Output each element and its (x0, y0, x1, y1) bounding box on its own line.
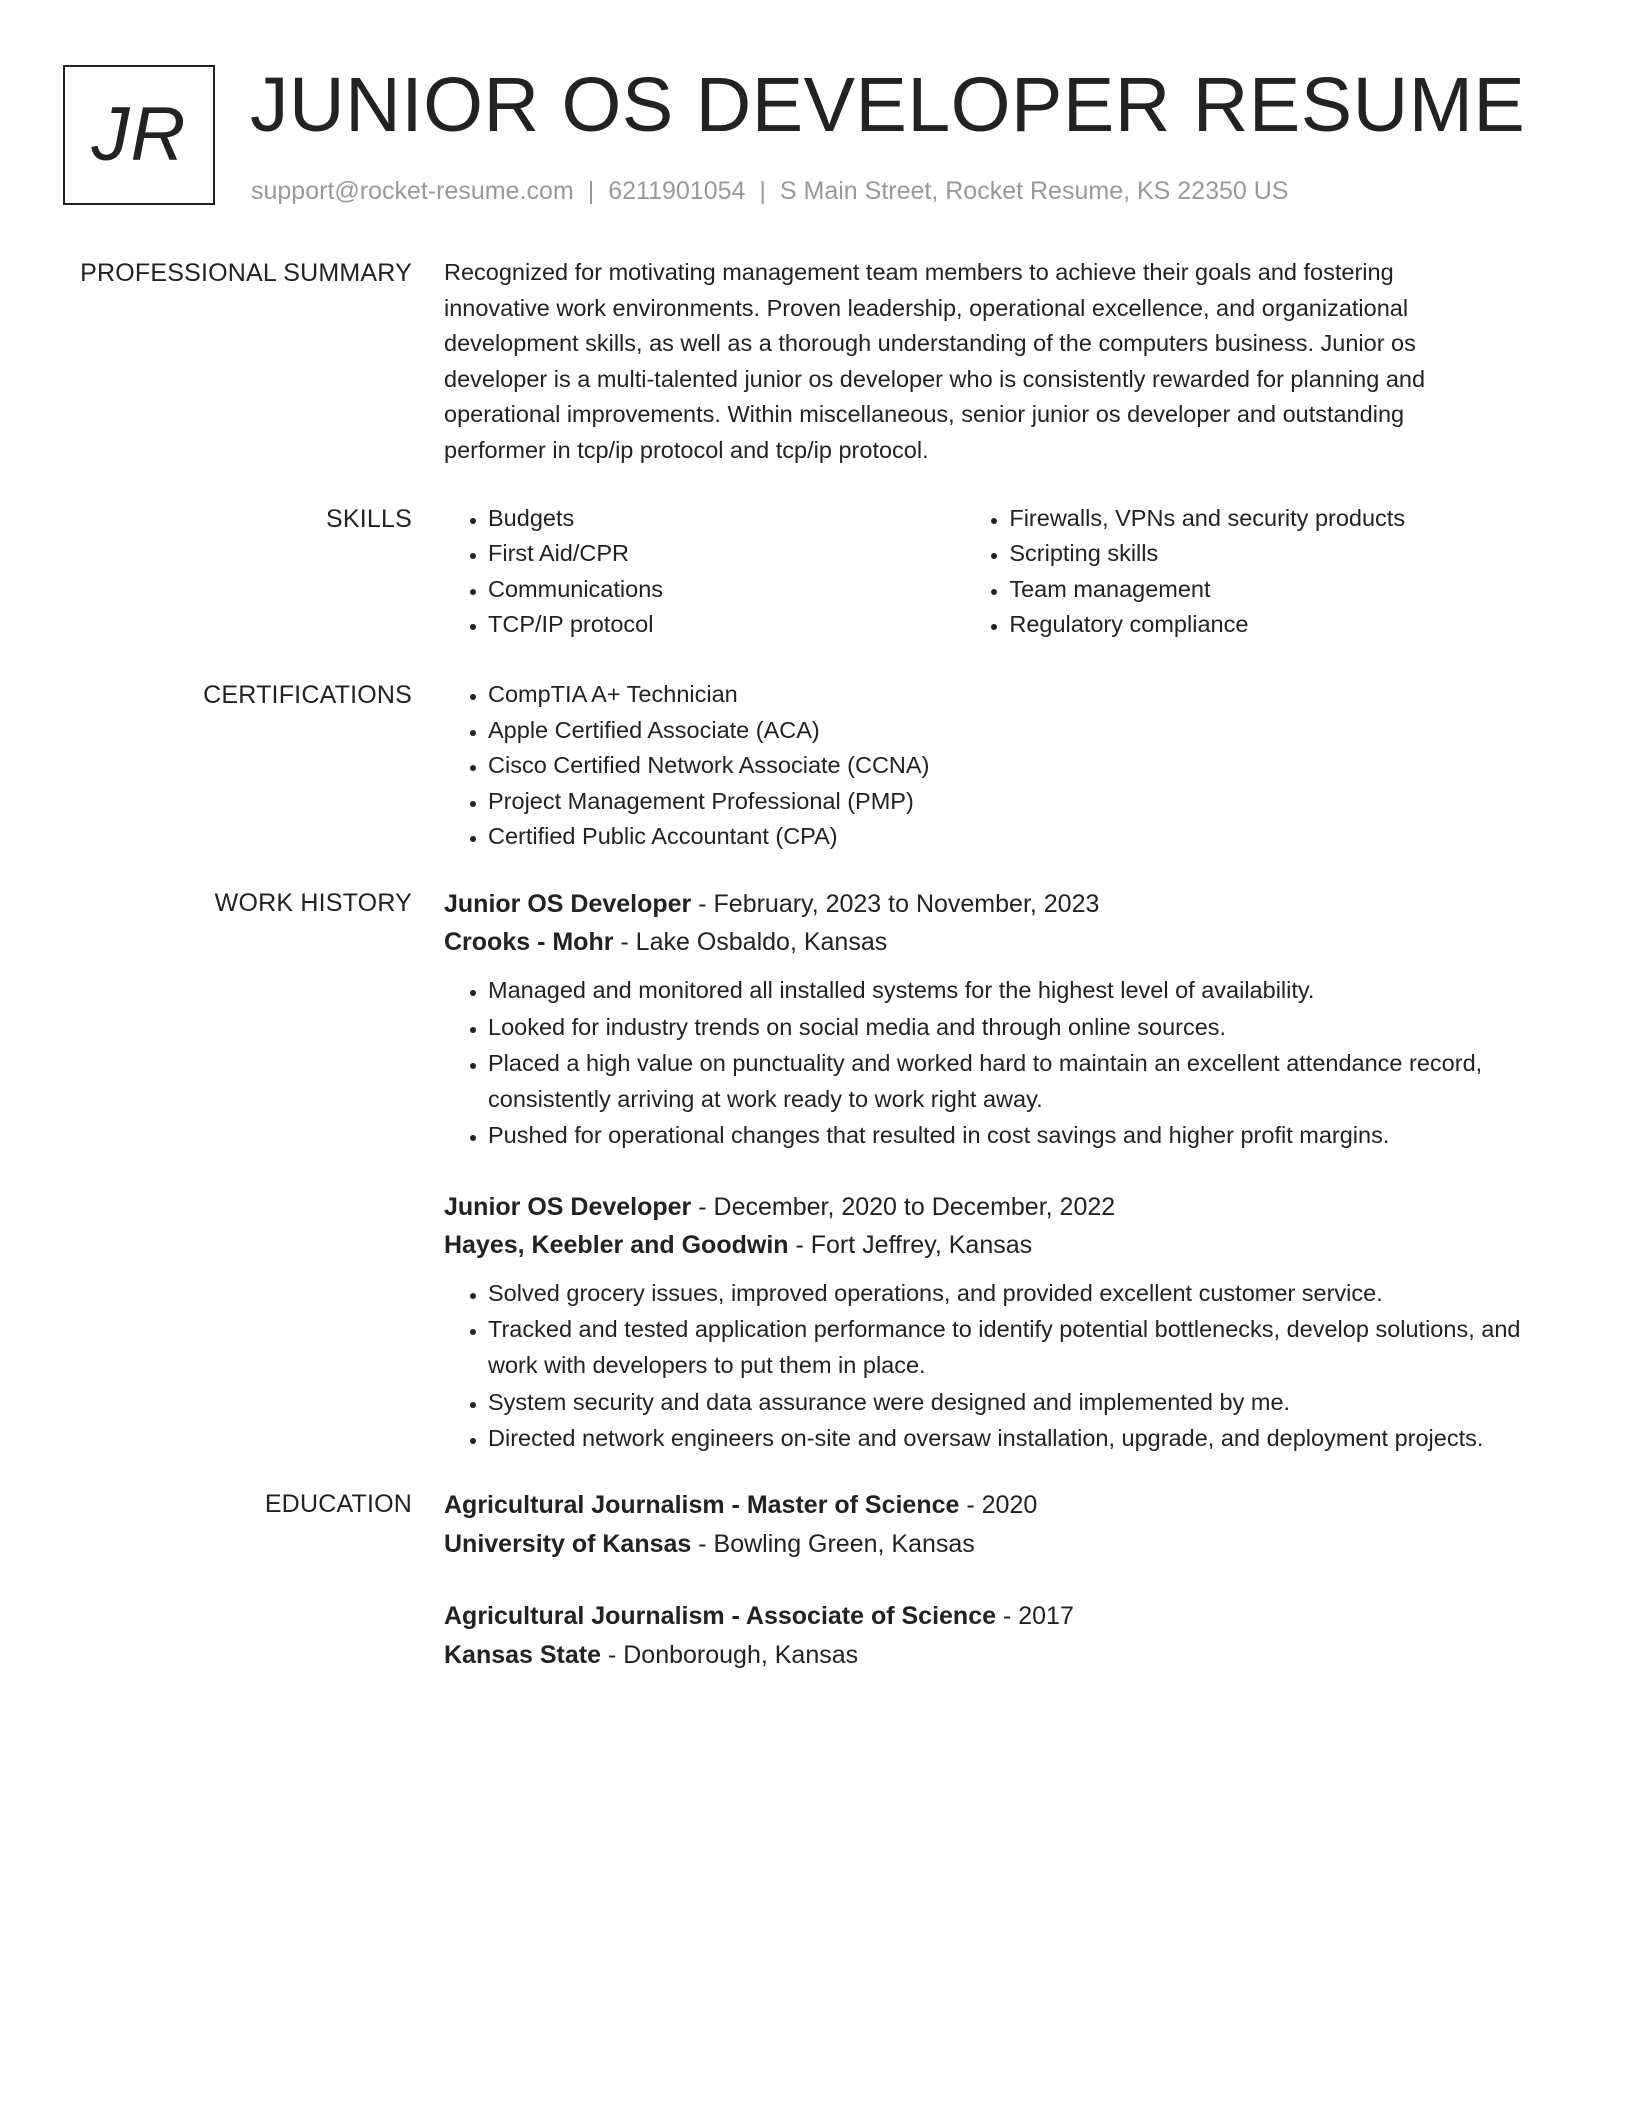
education-school-line (444, 1636, 1544, 1675)
job-bullets (444, 973, 1544, 1154)
certification-item: • CompTIA A+ Technician (488, 677, 1544, 713)
work-history-body (444, 885, 1544, 1458)
certification-item: • Project Management Professional (PMP) (488, 784, 1544, 820)
summary-text (444, 255, 1544, 469)
certifications-body (444, 677, 1544, 855)
resume-sections (0, 255, 1632, 1740)
education-location: - Bowling Green, Kansas (691, 1529, 975, 1558)
education-year: - 2020 (959, 1490, 1038, 1519)
contact-line (251, 176, 1288, 206)
education-degree-line (444, 1486, 1544, 1525)
job-bullet: • Solved grocery issues, improved operations, and provided excellent customer service. (488, 1276, 1544, 1312)
job-company: Crooks - Mohr (444, 927, 614, 956)
section-work-history (0, 885, 1632, 1458)
job-dates: - December, 2020 to December, 2022 (691, 1192, 1116, 1221)
job-bullet: • System security and data assurance were designed and implemented by me. (488, 1385, 1544, 1421)
section-label-summary: PROFESSIONAL SUMMARY (80, 259, 412, 287)
section-label-certifications: CERTIFICATIONS (203, 680, 412, 709)
summary-line: developer is a multi-talented junior os developer who is consistently rewarded for planning and (444, 365, 1426, 392)
job-company: Hayes, Keebler and Goodwin (444, 1230, 789, 1259)
summary-line: performer in tcp/ip protocol and tcp/ip protocol. (444, 436, 929, 463)
section-label-education: EDUCATION (264, 1489, 412, 1518)
section-label-skills: SKILLS (326, 504, 412, 533)
job-location: - Lake Osbaldo, Kansas (613, 927, 888, 956)
education-body (444, 1486, 1544, 1708)
education-entry (444, 1597, 1544, 1675)
job-title-line (444, 885, 1544, 923)
skill-item: • Regulatory compliance (1009, 607, 1544, 643)
section-skills (0, 501, 1632, 643)
certification-item: • Cisco Certified Network Associate (CCNA) (488, 748, 1544, 784)
contact-separator: | (759, 177, 766, 205)
job-bullet: • Tracked and tested application performance to identify potential bottlenecks, develop solutions, and work with developers to put them in place. (488, 1312, 1544, 1383)
job-bullet: • Looked for industry trends on social media and through online sources. (488, 1010, 1544, 1046)
summary-line: operational improvements. Within miscellaneous, senior junior os developer and outstanding (444, 401, 1405, 428)
summary-body (444, 255, 1544, 469)
education-school: Kansas State (444, 1640, 602, 1669)
job-dates: - February, 2023 to November, 2023 (691, 889, 1100, 918)
skill-item: • Budgets (488, 501, 965, 537)
contact-separator: | (587, 177, 595, 205)
skill-item: • Scripting skills (1009, 536, 1544, 572)
skills-list-left (444, 501, 965, 643)
skill-item: • Firewalls, VPNs and security products (1009, 501, 1544, 537)
education-year: - 2017 (996, 1601, 1074, 1630)
job-bullet: • Managed and monitored all installed systems for the highest level of availability. (488, 973, 1544, 1009)
summary-line: innovative work environments. Proven leadership, operational excellence, and organizational (444, 294, 1409, 321)
job-company-line (444, 923, 1544, 961)
contact-address: S Main Street, Rocket Resume, KS 22350 US (779, 177, 1289, 205)
skills-grid (444, 501, 1544, 643)
contact-phone: 6211901054 (608, 177, 746, 205)
education-entry (444, 1486, 1544, 1564)
skill-item: • Team management (1009, 572, 1544, 608)
monogram-box (63, 65, 215, 205)
certifications-list (444, 677, 1544, 855)
section-summary (0, 255, 1632, 469)
job-bullet: • Directed network engineers on-site and oversaw installation, upgrade, and deployment projects. (488, 1421, 1544, 1457)
skill-item: • First Aid/CPR (488, 536, 965, 572)
certification-item: • Apple Certified Associate (ACA) (488, 713, 1544, 749)
skill-item: • Communications (488, 572, 965, 608)
resume-header (63, 62, 1563, 210)
contact-email: support@rocket-resume.com (251, 177, 574, 205)
section-certifications (0, 677, 1632, 855)
skill-item: • TCP/IP protocol (488, 607, 965, 643)
job-entry (444, 1188, 1544, 1457)
education-degree-line (444, 1597, 1544, 1636)
certification-item: • Certified Public Accountant (CPA) (488, 819, 1544, 855)
job-bullet: • Pushed for operational changes that resulted in cost savings and higher profit margins. (488, 1118, 1544, 1154)
summary-line: development skills, as well as a thorough understanding of the computers business. Junior os (444, 330, 1416, 357)
resume-title: JUNIOR OS DEVELOPER RESUME (250, 62, 1526, 148)
skills-list-right (965, 501, 1544, 643)
job-bullets (444, 1276, 1544, 1457)
job-location: - Fort Jeffrey, Kansas (788, 1230, 1033, 1259)
education-school-line (444, 1525, 1544, 1564)
education-location: - Donborough, Kansas (601, 1640, 859, 1669)
job-entry (444, 885, 1544, 1154)
education-school: University of Kansas (444, 1529, 692, 1558)
job-bullet: • Placed a high value on punctuality and worked hard to maintain an excellent attendance record, consistently arriving at work ready to work right away. (488, 1046, 1544, 1117)
job-title: Junior OS Developer (444, 889, 692, 918)
monogram-initials: JR (91, 92, 187, 177)
section-label-work-history: WORK HISTORY (214, 888, 412, 917)
summary-line: Recognized for motivating management team members to achieve their goals and fostering (444, 259, 1394, 285)
education-degree: Agricultural Journalism - Master of Science (444, 1490, 960, 1519)
job-title-line (444, 1188, 1544, 1226)
section-education (0, 1486, 1632, 1708)
job-title: Junior OS Developer (444, 1192, 692, 1221)
job-company-line (444, 1226, 1544, 1264)
education-degree: Agricultural Journalism - Associate of Science (444, 1601, 997, 1630)
